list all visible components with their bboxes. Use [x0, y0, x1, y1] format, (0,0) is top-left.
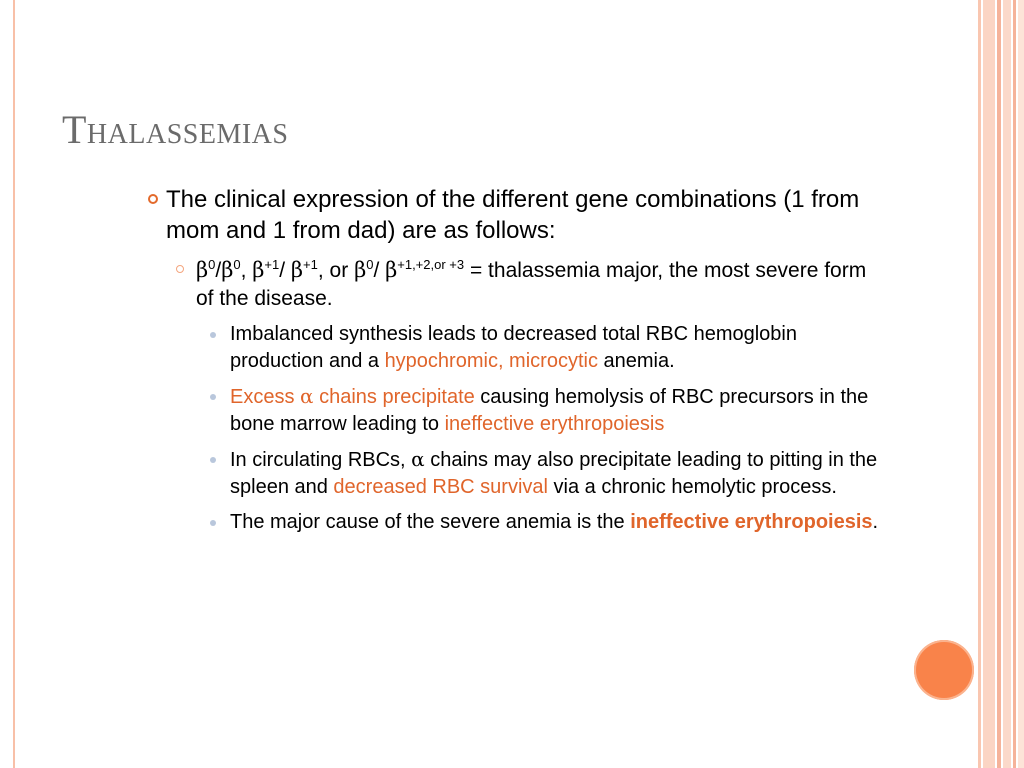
bullet-text: anemia. [597, 350, 675, 372]
bullet-text: The major cause of the severe anemia is the [230, 511, 631, 533]
beta-symbol: β [290, 258, 304, 282]
dot-bullet-icon [210, 394, 216, 400]
bullet-level2 [176, 256, 888, 313]
right-frame-band [1003, 0, 1011, 768]
bullet-text: = thalassemia major, the most severe form of the disease. [196, 259, 867, 310]
bullet-level3 [210, 446, 888, 501]
beta-symbol: β [252, 258, 265, 282]
beta-symbol: β [354, 258, 367, 282]
alpha-symbol: α [300, 384, 314, 408]
alpha-symbol: α [411, 447, 425, 471]
superscript: 0 [208, 257, 216, 272]
bullet-text: causing hemolysis of RBC precursors in the bone marrow leading to [230, 386, 869, 435]
bullet-text: Imbalanced synthesis leads to decreased total RBC hemoglobin production and a [230, 323, 797, 372]
right-frame-band [1018, 0, 1024, 768]
separator: / [279, 259, 291, 282]
bullet-level1 [148, 184, 888, 246]
highlight-text: chains precipitate [313, 386, 475, 408]
bullet-level3 [210, 321, 888, 375]
bullet-level3 [210, 383, 888, 438]
right-frame-band [983, 0, 995, 768]
decorative-circle [914, 640, 974, 700]
slide-content [148, 184, 888, 536]
beta-symbol: β [385, 258, 398, 282]
highlight-text: hypochromic, microcytic [384, 350, 598, 372]
right-frame-band [978, 0, 981, 768]
highlight-text: ineffective erythropoiesis [630, 511, 873, 533]
right-frame-band [1013, 0, 1016, 768]
highlight-text: Excess [230, 386, 301, 408]
separator: / [215, 259, 222, 282]
bullet-text: The clinical expression of the different gene combinations (1 from mom and 1 from dad) are as follows: [166, 186, 860, 244]
bullet-text: via a chronic hemolytic process. [547, 476, 837, 498]
superscript: +1 [303, 257, 318, 272]
slide-title: Thalassemias [62, 107, 289, 152]
separator: , or [317, 259, 355, 282]
left-frame-line [13, 0, 15, 768]
separator: / [373, 259, 386, 282]
highlight-text: decreased RBC survival [333, 476, 548, 498]
dot-bullet-icon [210, 457, 216, 463]
dot-bullet-icon [210, 520, 216, 526]
superscript: 0 [366, 257, 374, 272]
bullet-text: . [872, 511, 879, 533]
bullet-text: chains may also precipitate leading to pitting in the spleen and [230, 449, 878, 498]
beta-symbol: β [196, 258, 209, 282]
bullet-level3 [210, 509, 888, 536]
highlight-text: ineffective erythropoiesis [444, 413, 665, 435]
superscript: +1,+2,or +3 [397, 257, 465, 272]
superscript: 0 [233, 257, 241, 272]
dot-bullet-icon [210, 332, 216, 338]
superscript: +1 [264, 257, 280, 272]
separator: , [240, 259, 253, 282]
right-frame-band [997, 0, 1001, 768]
ring-bullet-icon [176, 265, 184, 273]
ring-bullet-icon [148, 194, 158, 204]
bullet-text: In circulating RBCs, [230, 449, 412, 471]
beta-symbol: β [221, 258, 234, 282]
